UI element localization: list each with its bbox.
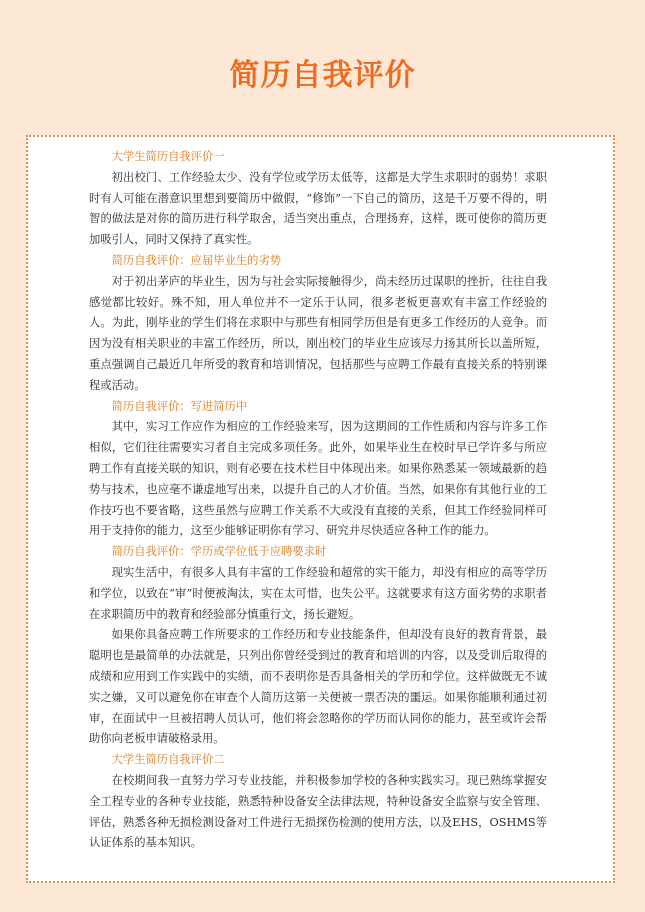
section-paragraph: 如果你具备应聘工作所要求的工作经历和专业技能条件，但却没有良好的教育背景，最聪明也是最简单的办法就是，只列出你曾经受到过的教育和培训的内容，以及受训后取得的成绩和应用到工作实践中的实绩，而不表明你是否具备相关的学历和学位。这样做既无不诚实之嫌，又可以避免你在审查个人简历这第一关便被一票否决的噩运。如果你能顺利通过初审，在面试中一旦被招聘人员认可，他们将会忽略你的学历而认同你的能力，甚至或许会帮助你向老板申请破格录用。 [89, 628, 547, 746]
section-heading: 简历自我评价：写进简历中 [111, 399, 248, 413]
document-body [89, 147, 547, 854]
section-paragraph: 初出校门、工作经验太少、没有学位或学历太低等，这都是大学生求职时的弱势！求职时有人可能在潜意识里想到要简历中做假，“修饰”一下自己的简历，这是千万要不得的，明智的做法是对你的简历进行科学取舍，适当突出重点，合理扬弃，这样，既可使你的简历更加吸引人，同时又保持了真实性。 [89, 170, 547, 247]
section-paragraph: 在校期间我一直努力学习专业技能，并积极参加学校的各种实践实习。现已熟练掌握安全工程专业的各种专业技能，熟悉特种设备安全法律法规，特种设备安全监察与安全管理、评估，熟悉各种无损检测设备对工件进行无损探伤检测的使用方法，以及EHS，OSHMS等认证体系的基本知识。 [89, 773, 547, 850]
page-title: 简历自我评价 [229, 58, 416, 93]
section-heading: 简历自我评价：应届毕业生的劣势 [111, 253, 282, 267]
section-heading: 大学生简历自我评价一 [111, 150, 225, 163]
section-paragraph: 现实生活中，有很多人具有丰富的工作经验和超常的实干能力，却没有相应的高等学历和学位，以致在“审”时便被淘汰，实在太可惜，也失公平。这就要求有这方面劣势的求职者在求职简历中的教育和经验部分慎重行文，扬长避短。 [89, 565, 547, 621]
section-heading: 大学生简历自我评价二 [111, 753, 225, 767]
section-paragraph: 其中，实习工作应作为相应的工作经验来写，因为这期间的工作性质和内容与许多工作相似，它们往往需要实习者自主完成多项任务。此外，如果毕业生在校时早已学许多与所应聘工作有直接关联的知识，则有必要在技术栏目中体现出来。如果你熟悉某一领域最新的趋势与技术，也应毫不谦虚地写出来，以提升自己的人才价值。当然，如果你有其他行业的工作技巧也不要省略，这些虽然与应聘工作关系不大或没有直接的关系，但其工作经验同样可用于支持你的能力，这至少能够证明你有学习、研究并尽快适应各种工作的能力。 [89, 420, 547, 538]
section-paragraph: 对于初出茅庐的毕业生，因为与社会实际接触得少，尚未经历过谋职的挫折，往往自我感觉都比较好。殊不知，用人单位并不一定乐于认同，很多老板更喜欢有丰富工作经验的人。为此，刚毕业的学生们将在求职中与那些有相同学历但是有更多工作经历的人竞争。而因为没有相关职业的丰富工作经历，所以，刚出校门的毕业生应该尽力扬其所长以盖所短，重点强调自己最近几年所受的教育和培训情况，包括那些与应聘工作最有直接关系的特别课程或活动。 [89, 274, 547, 392]
section-heading: 简历自我评价：学历或学位低于应聘要求时 [111, 545, 327, 559]
